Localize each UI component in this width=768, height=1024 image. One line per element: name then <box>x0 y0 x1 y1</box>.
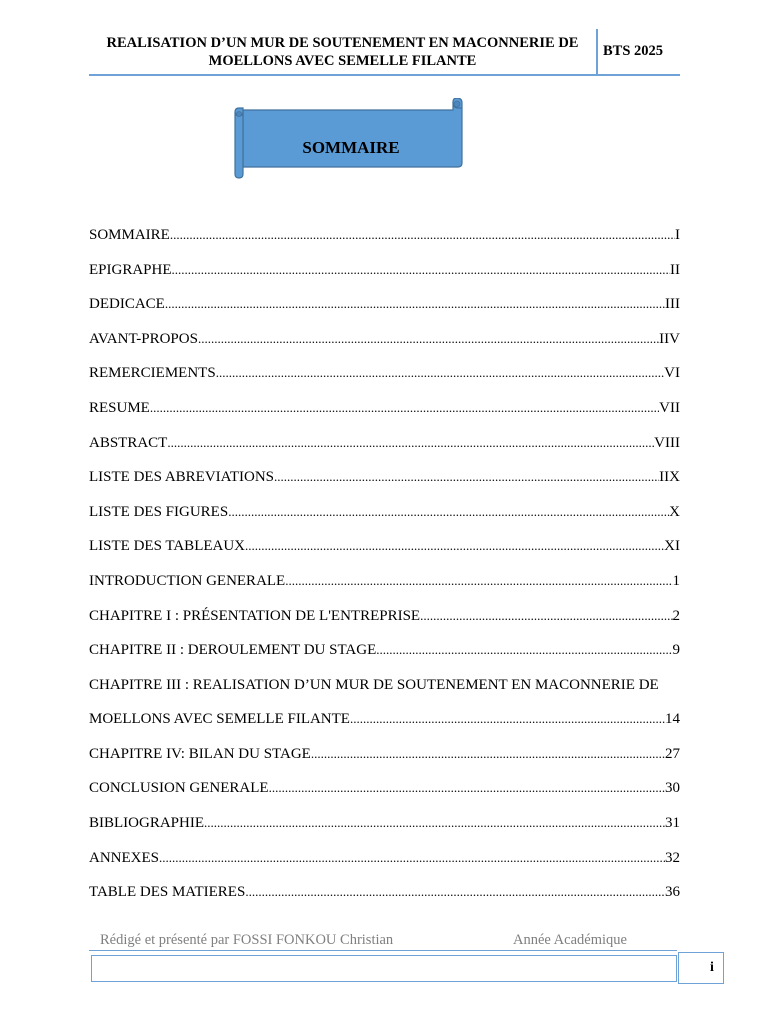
toc-dot-leader <box>245 535 664 557</box>
toc-entry-page: I <box>675 227 680 243</box>
toc-dot-leader <box>198 328 659 350</box>
toc-entry-page: 36 <box>665 884 680 901</box>
toc-entry-label-line1: CHAPITRE III : REALISATION D’UN MUR DE SOUTENEMENT EN MACONNERIE DE <box>89 676 659 693</box>
toc-entry-resume[interactable] <box>89 397 680 432</box>
toc-entry-page: II <box>670 261 680 278</box>
toc-entry-page: 14 <box>665 711 680 728</box>
table-of-contents <box>89 224 680 916</box>
toc-entry-line2 <box>89 708 680 742</box>
toc-entry-liste-tableaux[interactable] <box>89 535 680 570</box>
toc-entry-abstract[interactable] <box>89 432 680 467</box>
toc-dot-leader <box>420 605 672 627</box>
toc-entry-label: EPIGRAPHE <box>89 261 172 278</box>
toc-entry-page: 27 <box>665 745 680 762</box>
page-number-box <box>678 952 724 984</box>
document-title: REALISATION D’UN MUR DE SOUTENEMENT EN MACONNERIE DE MOELLONS AVEC SEMELLE FILANTE <box>106 35 579 69</box>
toc-dot-leader <box>150 397 659 419</box>
toc-entry-dedicace[interactable] <box>89 293 680 328</box>
toc-entry-label: ANNEXES <box>89 849 159 866</box>
toc-dot-leader <box>285 570 672 592</box>
toc-entry-remerciements[interactable] <box>89 362 680 397</box>
header-separator <box>596 29 598 74</box>
toc-dot-leader <box>172 259 670 281</box>
toc-entry-sommaire[interactable] <box>89 224 680 259</box>
toc-entry-chapitre-3[interactable] <box>89 674 680 743</box>
toc-entry-label: CHAPITRE II : DEROULEMENT DU STAGE <box>89 642 377 659</box>
toc-dot-leader <box>274 466 659 488</box>
toc-dot-leader <box>204 812 665 834</box>
toc-dot-leader <box>269 777 665 799</box>
footer-box <box>91 955 677 982</box>
toc-entry-label: LISTE DES ABREVIATIONS <box>89 469 275 486</box>
toc-dot-leader <box>170 224 675 246</box>
toc-entry-table-matieres[interactable] <box>89 881 680 916</box>
toc-entry-liste-figures[interactable] <box>89 501 680 536</box>
toc-entry-page: III <box>665 296 680 313</box>
toc-entry-label: SOMMAIRE <box>89 227 170 243</box>
toc-entry-label: LISTE DES TABLEAUX <box>89 538 246 555</box>
toc-entry-bibliographie[interactable] <box>89 812 680 847</box>
toc-entry-label-line2: MOELLONS AVEC SEMELLE FILANTE <box>89 711 350 728</box>
toc-dot-leader <box>165 293 665 315</box>
toc-entry-chapitre-1[interactable] <box>89 605 680 640</box>
toc-entry-epigraphe[interactable] <box>89 259 680 294</box>
toc-dot-leader <box>311 743 665 765</box>
toc-entry-page: X <box>669 503 680 520</box>
toc-entry-page: 30 <box>665 780 680 797</box>
toc-entry-page: 32 <box>665 849 680 866</box>
toc-entry-label: ABSTRACT <box>89 434 168 451</box>
footer-divider <box>89 950 677 951</box>
page-header <box>89 29 680 76</box>
toc-entry-page: IIX <box>659 469 680 486</box>
toc-entry-label: BIBLIOGRAPHIE <box>89 814 204 831</box>
toc-entry-label: RESUME <box>89 399 150 416</box>
toc-dot-leader <box>350 708 665 730</box>
footer-academic-year: Année Académique <box>513 932 627 948</box>
toc-entry-introduction[interactable] <box>89 570 680 605</box>
toc-dot-leader <box>159 847 665 869</box>
header-year: BTS 2025 <box>603 43 664 59</box>
toc-entry-conclusion[interactable] <box>89 777 680 812</box>
sommaire-title: SOMMAIRE <box>302 138 400 157</box>
toc-dot-leader <box>228 501 669 523</box>
page-number: i <box>710 960 714 975</box>
toc-entry-label: CHAPITRE IV: BILAN DU STAGE <box>89 745 311 762</box>
toc-entry-chapitre-2[interactable] <box>89 639 680 674</box>
toc-entry-label: CHAPITRE I : PRÉSENTATION DE L'ENTREPRISE <box>89 607 421 624</box>
toc-entry-chapitre-4[interactable] <box>89 743 680 778</box>
toc-dot-leader <box>245 881 665 903</box>
toc-entry-page: VIII <box>654 434 680 451</box>
toc-entry-page: 1 <box>672 572 680 589</box>
toc-dot-leader <box>167 432 654 454</box>
toc-entry-page: IIV <box>659 330 680 347</box>
toc-entry-label: DEDICACE <box>89 296 165 313</box>
toc-entry-label: LISTE DES FIGURES <box>89 503 229 520</box>
toc-entry-page: VII <box>659 399 680 416</box>
toc-entry-label: AVANT-PROPOS <box>89 330 198 347</box>
toc-dot-leader <box>216 362 664 384</box>
toc-entry-page: 2 <box>672 607 680 624</box>
toc-entry-page: VI <box>664 365 680 382</box>
toc-entry-page: XI <box>664 538 680 555</box>
toc-entry-avant-propos[interactable] <box>89 328 680 363</box>
sommaire-scroll-banner <box>231 98 467 180</box>
toc-entry-label: TABLE DES MATIERES <box>89 884 246 901</box>
toc-entry-label: INTRODUCTION GENERALE <box>89 572 286 589</box>
toc-entry-annexes[interactable] <box>89 847 680 882</box>
toc-entry-liste-abreviations[interactable] <box>89 466 680 501</box>
toc-entry-label: CONCLUSION GENERALE <box>89 780 269 797</box>
toc-entry-label: REMERCIEMENTS <box>89 365 216 382</box>
footer-author: Rédigé et présenté par FOSSI FONKOU Christian <box>100 932 394 948</box>
toc-dot-leader <box>376 639 672 661</box>
toc-entry-page: 9 <box>672 642 680 659</box>
toc-entry-page: 31 <box>665 814 680 831</box>
